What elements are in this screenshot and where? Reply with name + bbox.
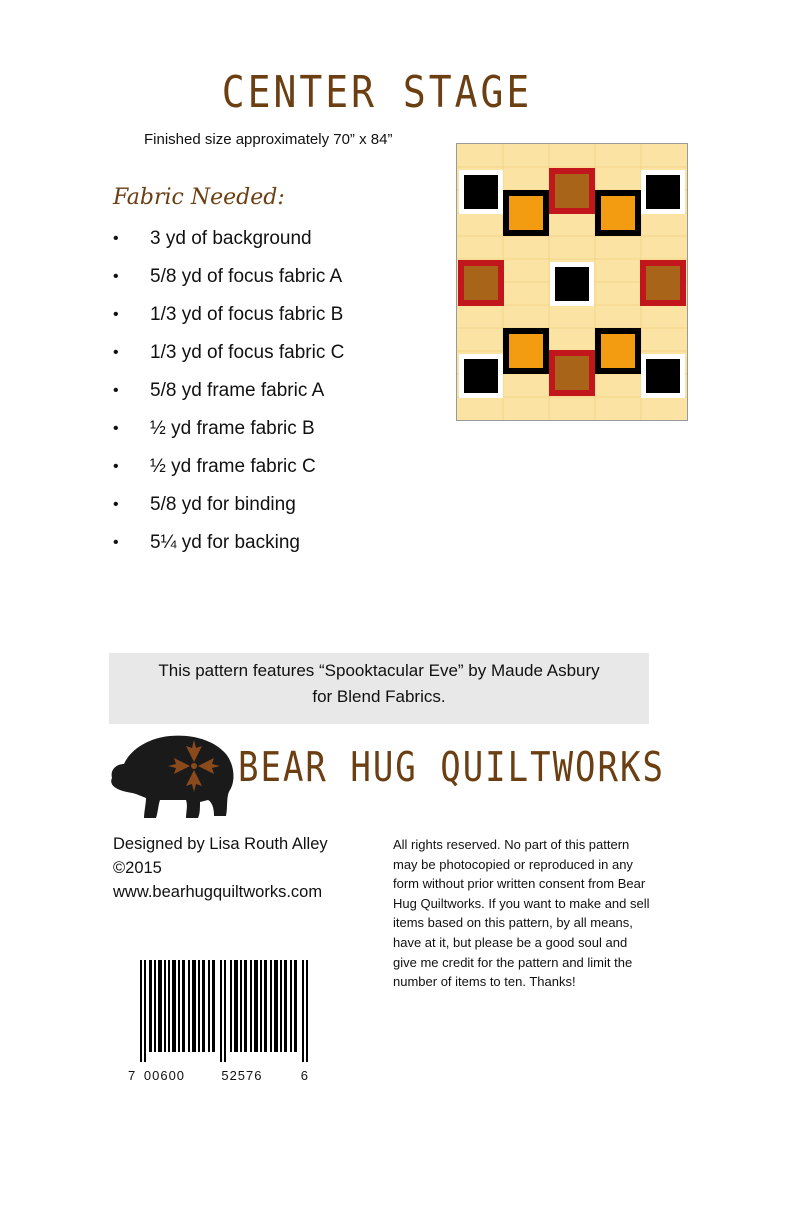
copyright: ©2015 [113, 859, 162, 877]
barcode-digits-right: 52576 [221, 1068, 263, 1083]
bullet-icon: • [113, 268, 119, 285]
fabric-heading: Fabric Needed: [113, 185, 285, 210]
bear-logo-icon [108, 730, 236, 822]
website-link[interactable]: www.bearhugquiltworks.com [113, 883, 323, 901]
designer-info [113, 832, 328, 904]
fabric-item-label: 5/8 yd frame fabric A [150, 380, 325, 401]
fabric-list [113, 226, 344, 568]
list-item [113, 492, 344, 530]
fabric-item-label: 5/8 yd for binding [150, 494, 296, 515]
notice-line: for Blend Fabrics. [312, 687, 446, 706]
list-item [113, 340, 344, 378]
barcode-icon [140, 960, 320, 1062]
fabric-item-label: 5/8 yd of focus fabric A [150, 266, 343, 287]
bullet-icon: • [113, 344, 119, 361]
list-item [113, 416, 344, 454]
bullet-icon: • [113, 382, 119, 399]
list-item [113, 454, 344, 492]
barcode-digit-first: 7 [128, 1068, 136, 1083]
bullet-icon: • [113, 230, 119, 247]
fabric-notice [109, 653, 649, 724]
list-item [113, 302, 344, 340]
barcode-digits-left: 00600 [143, 1068, 186, 1083]
list-item [113, 378, 344, 416]
fabric-item-label: 1/3 yd of focus fabric B [150, 304, 344, 325]
fabric-item-label: ½ yd frame fabric C [150, 456, 316, 477]
list-item [113, 530, 344, 568]
bullet-icon: • [113, 496, 119, 513]
rights-notice: All rights reserved. No part of this pattern may be photocopied or reproduced in any form without prior written consent from Bear Hug Quiltworks. If you want to make and sell items based on this pattern, by all means, have at it, but please be a good soul and give me credit for the pattern and limit the number of items to ten. Thanks! [393, 837, 650, 990]
bullet-icon: • [113, 420, 119, 437]
barcode-digits [128, 1068, 308, 1083]
page-title: CENTER STAGE [221, 66, 533, 118]
list-item [113, 264, 344, 302]
notice-line: This pattern features “Spooktacular Eve” by Maude Asbury [158, 661, 600, 680]
fabric-item-label: ½ yd frame fabric B [150, 418, 315, 439]
list-item [113, 226, 344, 264]
designer-name: Designed by Lisa Routh Alley [113, 835, 328, 853]
bullet-icon: • [113, 458, 119, 475]
quilt-illustration [456, 143, 688, 421]
finished-size: Finished size approximately 70” x 84” [144, 131, 393, 148]
brand-name: BEAR HUG QUILTWORKS [238, 744, 665, 792]
fabric-item-label: 1/3 yd of focus fabric C [150, 342, 345, 363]
bullet-icon: • [113, 534, 119, 551]
barcode-digit-last: 6 [300, 1068, 309, 1083]
fabric-item-label: 5¼ yd for backing [150, 532, 300, 553]
bullet-icon: • [113, 306, 119, 323]
fabric-item-label: 3 yd of background [150, 228, 312, 249]
